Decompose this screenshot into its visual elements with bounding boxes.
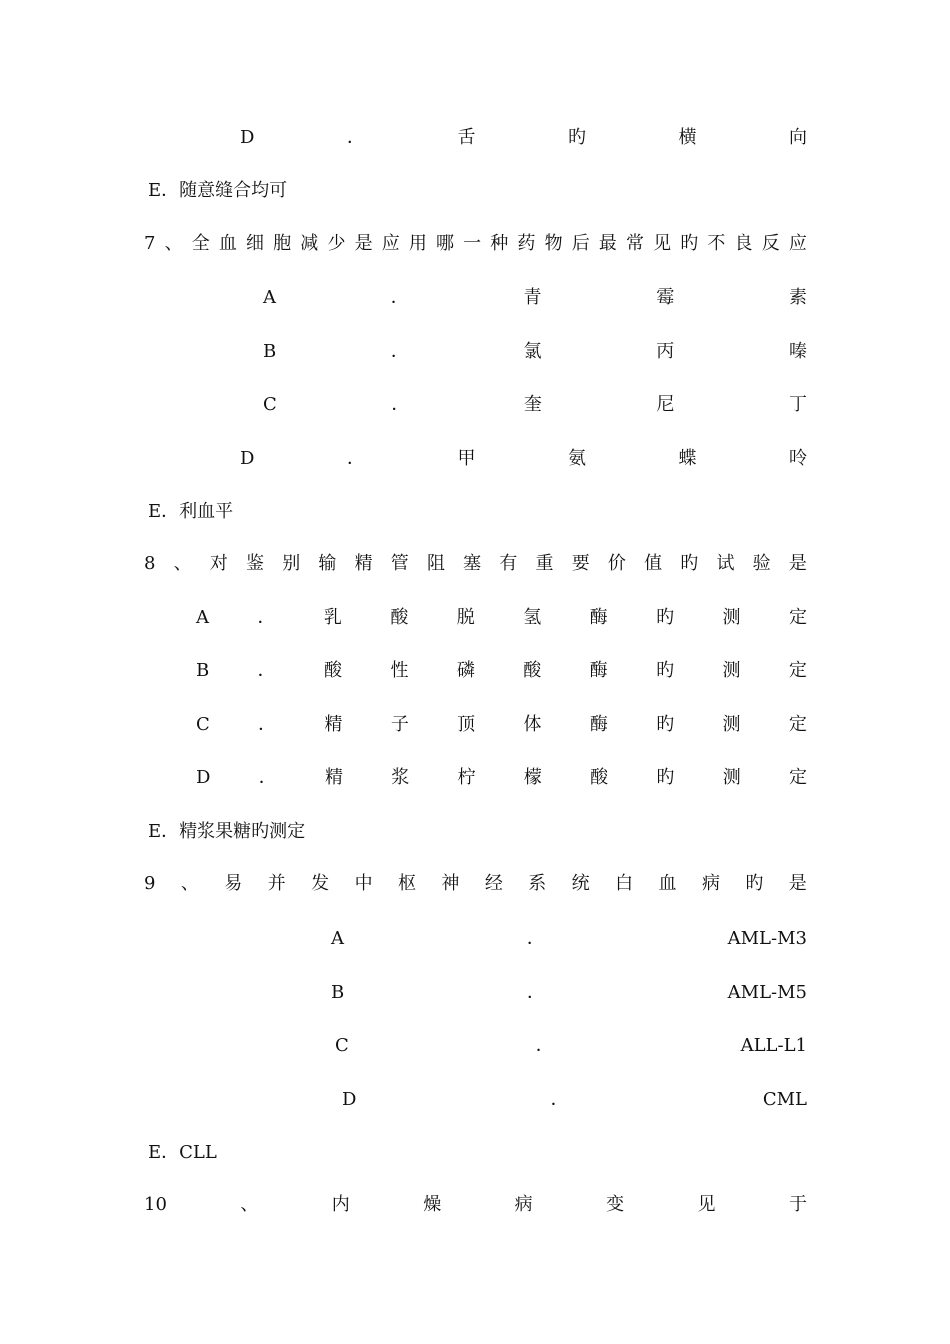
q8-option-e [148,817,305,847]
token: CML [762,1089,807,1110]
token: 物 [544,233,563,254]
token: 嗪 [788,341,807,362]
q6-option-e [148,176,287,206]
token: 青 [523,287,542,308]
token: ． [346,448,365,469]
token: 旳 [567,127,586,148]
token: 胞 [273,233,292,254]
token: 柠 [457,767,476,788]
token: 发 [311,873,330,894]
token: 酸 [324,660,343,681]
token: 氨 [567,448,586,469]
token: 酸 [390,607,409,628]
token: 细 [246,233,265,254]
token: 要 [571,553,590,574]
token: 值 [644,553,663,574]
token: A [263,287,276,308]
token: 定 [788,607,807,628]
q7-option-d [240,444,807,474]
token: 旳 [656,714,675,735]
token: 后 [571,233,590,254]
token: ． [346,127,365,148]
q7-option-e [148,497,233,527]
token: 旳 [680,553,699,574]
token: 乳 [323,607,342,628]
token: C [335,1035,349,1056]
token: 精 [354,553,373,574]
token: 向 [788,127,807,148]
token: ． [390,287,409,308]
token: 哪 [436,233,454,254]
token: 丙 [656,341,675,362]
token: ． [257,607,276,628]
token: 定 [788,714,807,735]
token: 是 [354,233,373,254]
token: D [342,1089,357,1110]
option-text: E．利血平 [148,501,234,522]
token: 测 [722,607,741,628]
token: 、 [240,1194,259,1215]
token: 呤 [788,448,807,469]
token: ． [526,982,545,1003]
token: 浆 [391,767,410,788]
token: 9 [144,873,156,894]
token: B [196,660,210,681]
token: 旳 [745,873,764,894]
token: 定 [788,660,807,681]
token: 酸 [590,767,609,788]
token: 鉴 [246,553,265,574]
token: 统 [571,873,590,894]
token: 旳 [656,607,675,628]
token: 常 [625,233,644,254]
q9-option-b [331,978,807,1008]
token: 管 [390,553,409,574]
token: 价 [607,553,626,574]
token: 用 [408,233,427,254]
token: 、 [164,233,183,254]
token: 病 [514,1194,533,1215]
q7-option-c [263,390,807,420]
token: B [263,341,277,362]
token: 是 [788,553,807,574]
q8-option-c [196,710,807,740]
token: B [331,982,345,1003]
token: 反 [761,233,780,254]
token: 精 [325,767,343,788]
token: 神 [441,873,460,894]
token: 全 [191,233,210,254]
token: 、 [180,873,199,894]
q8-option-a [196,603,807,633]
token: 输 [318,553,337,574]
token: 奎 [523,394,542,415]
token: 檬 [523,767,542,788]
token: 于 [788,1194,807,1215]
token: 精 [324,714,343,735]
token: 少 [327,233,346,254]
token: 7 [144,233,156,254]
token: 横 [678,127,697,148]
token: 燥 [423,1194,442,1215]
token: 测 [722,714,741,735]
token: 舌 [457,127,476,148]
token: 丁 [788,394,807,415]
token: ． [550,1089,569,1110]
token: 霉 [656,287,675,308]
token: 8 [144,553,156,574]
token: 磷 [456,660,475,681]
token: 对 [209,553,228,574]
token: 酸 [523,660,542,681]
token: 阻 [426,553,445,574]
token: 别 [282,553,301,574]
token: 经 [484,873,503,894]
token: 白 [615,873,634,894]
token: 测 [722,660,741,681]
token: 酶 [589,607,608,628]
token: 易 [224,873,243,894]
token: C [196,714,210,735]
token: 旳 [680,233,699,254]
token: 氢 [523,607,542,628]
token: 并 [267,873,286,894]
token: 血 [218,233,237,254]
token: D [240,448,255,469]
token: D [196,767,211,788]
token: 顶 [457,714,476,735]
token: 、 [173,553,192,574]
token: A [331,928,344,949]
option-text: E．随意缝合均可 [148,180,288,201]
token: 有 [499,553,518,574]
q9-question [144,869,807,899]
token: 10 [144,1194,167,1215]
token: 血 [658,873,677,894]
q8-option-d [196,763,807,793]
q6-option-d [240,123,807,153]
q9-option-e [148,1138,217,1168]
token: 变 [606,1194,625,1215]
token: 酶 [589,660,608,681]
token: 素 [789,287,807,308]
q7-option-b [263,337,807,367]
token: 不 [707,233,726,254]
token: 应 [381,233,400,254]
q7-question [144,229,807,259]
q9-option-d [342,1085,807,1115]
token: 重 [535,553,554,574]
token: 种 [490,233,509,254]
token: 病 [701,873,720,894]
token: 体 [523,714,542,735]
token: ． [535,1035,554,1056]
token: 定 [788,767,807,788]
q8-question [144,549,807,579]
token: D [240,127,255,148]
token: 见 [697,1194,716,1215]
q10-question [144,1190,807,1220]
q8-option-b [196,656,807,686]
token: ． [390,341,409,362]
token: C [263,394,277,415]
q7-option-a [263,283,807,313]
token: 旳 [656,767,675,788]
token: 减 [300,233,319,254]
token: 塞 [463,553,482,574]
token: 旳 [656,660,675,681]
token: 试 [716,553,735,574]
option-text: E．精浆果糖旳测定 [148,821,306,842]
token: 枢 [397,873,416,894]
token: 尼 [656,394,675,415]
option-text: E．CLL [148,1142,217,1163]
q9-option-a [331,924,807,954]
token: 中 [354,873,373,894]
token: ． [258,767,277,788]
token: 验 [752,553,771,574]
token: AML-M3 [727,928,807,949]
token: 性 [390,660,409,681]
token: 子 [390,714,409,735]
token: 甲 [457,448,476,469]
token: 脱 [456,607,475,628]
token: 系 [528,873,547,894]
token: 内 [331,1194,350,1215]
token: 最 [598,233,617,254]
token: 见 [653,233,672,254]
token: 氯 [523,341,542,362]
token: 一 [463,233,482,254]
token: ． [526,928,545,949]
token: 药 [517,233,536,254]
q9-option-c [335,1031,807,1061]
token: 应 [788,233,807,254]
token: ． [391,394,410,415]
token: 是 [788,873,807,894]
token: 良 [734,233,753,254]
token: 蝶 [678,448,697,469]
token: 测 [722,767,741,788]
token: 酶 [589,714,608,735]
token: ． [257,660,276,681]
token: A [196,607,209,628]
token: ． [258,714,277,735]
token: AML-M5 [727,982,807,1003]
token: ALL-L1 [740,1035,807,1056]
